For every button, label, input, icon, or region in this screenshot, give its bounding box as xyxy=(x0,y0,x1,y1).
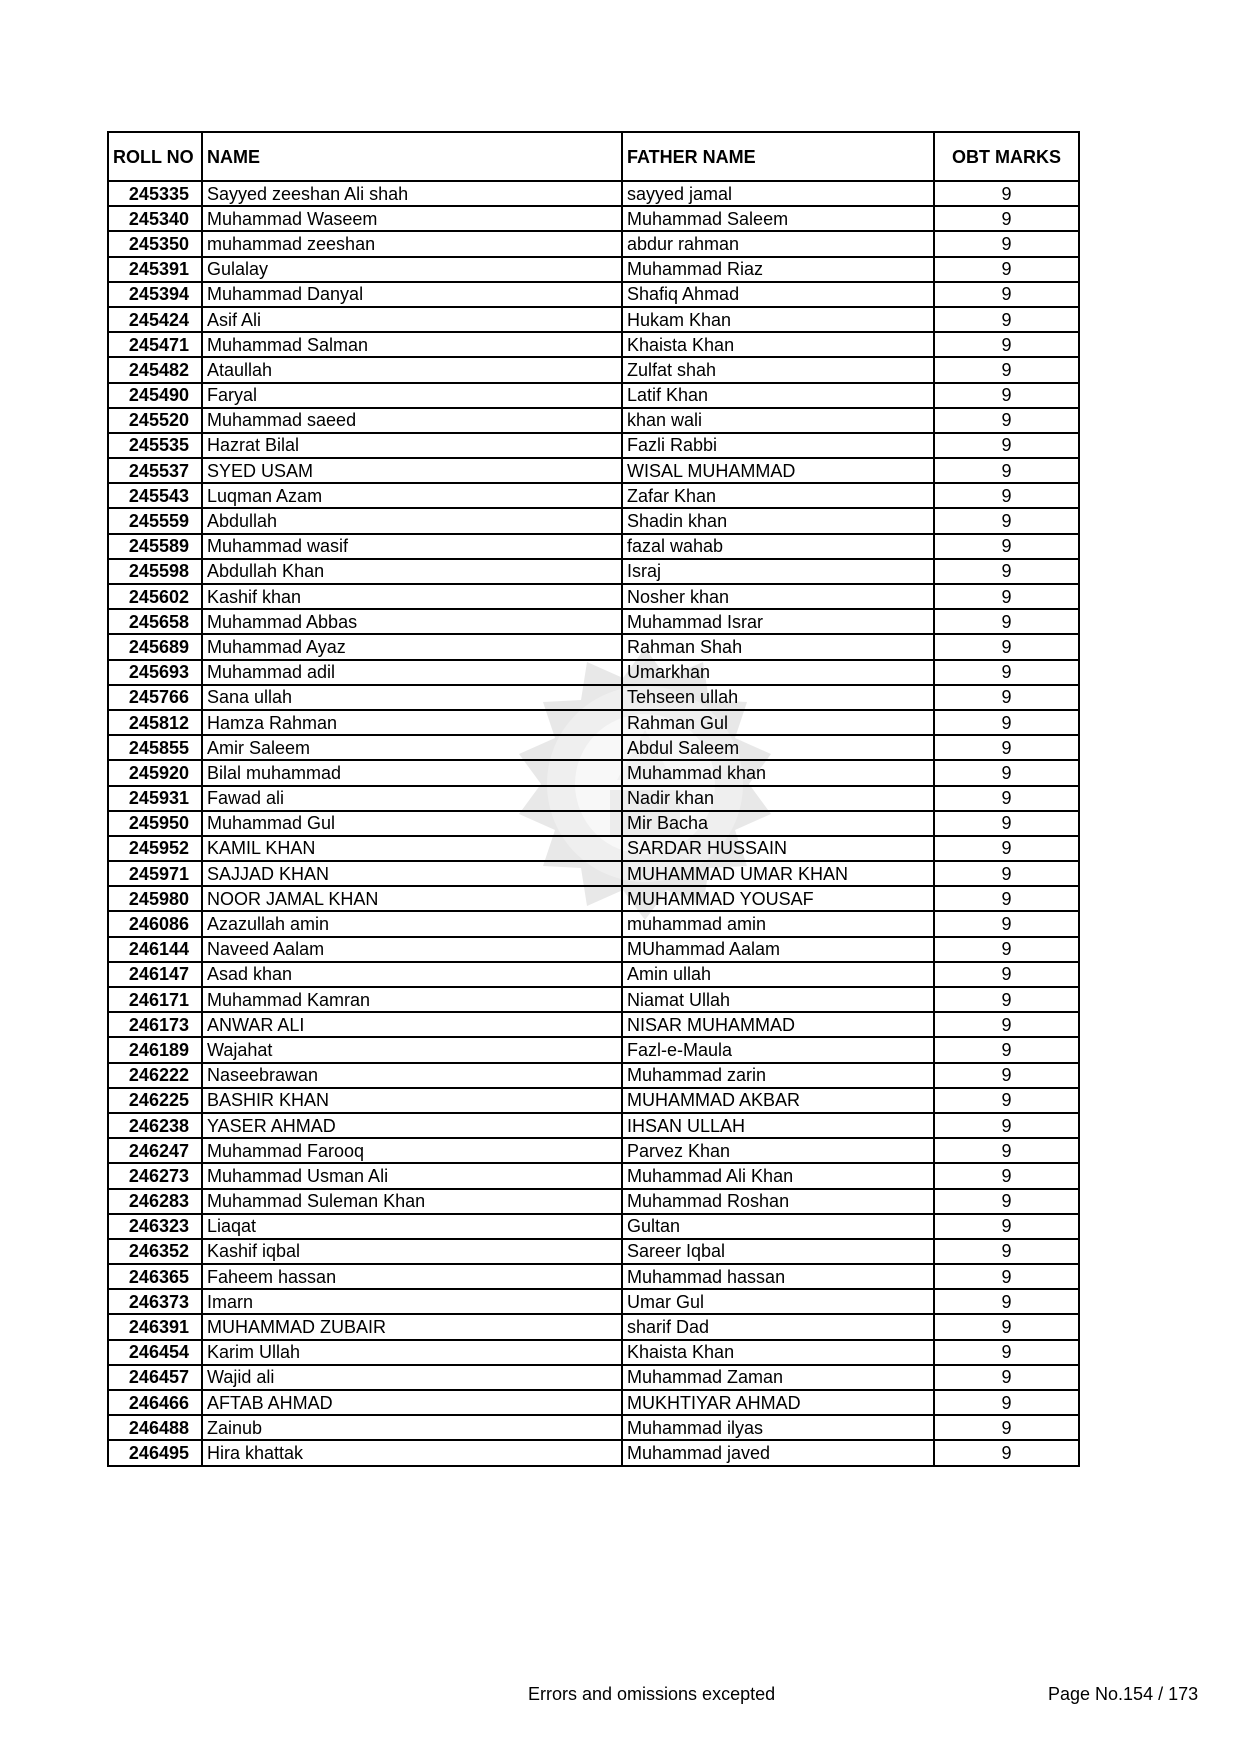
obt-marks-cell: 9 xyxy=(934,886,1079,911)
name-cell: Muhammad Suleman Khan xyxy=(202,1189,622,1214)
results-table xyxy=(107,131,1080,1467)
father-name-cell: Abdul Saleem xyxy=(622,735,934,760)
name-cell: Fawad ali xyxy=(202,786,622,811)
obt-marks-cell: 9 xyxy=(934,710,1079,735)
obt-marks-cell: 9 xyxy=(934,1239,1079,1264)
father-name-cell: fazal wahab xyxy=(622,534,934,559)
name-cell: SAJJAD KHAN xyxy=(202,861,622,886)
obt-marks-cell: 9 xyxy=(934,811,1079,836)
roll-no-cell: 246173 xyxy=(108,1012,202,1037)
table-row xyxy=(108,458,1079,483)
name-cell: Abdullah xyxy=(202,508,622,533)
table-row xyxy=(108,1138,1079,1163)
obt-marks-cell: 9 xyxy=(934,408,1079,433)
father-name-cell: Niamat Ullah xyxy=(622,987,934,1012)
name-cell: Kashif iqbal xyxy=(202,1239,622,1264)
father-name-cell: Muhammad Saleem xyxy=(622,206,934,231)
name-cell: Wajid ali xyxy=(202,1365,622,1390)
table-row xyxy=(108,1314,1079,1339)
roll-no-cell: 245658 xyxy=(108,609,202,634)
roll-no-cell: 246189 xyxy=(108,1037,202,1062)
obt-marks-cell: 9 xyxy=(934,508,1079,533)
table-row xyxy=(108,307,1079,332)
roll-no-cell: 245394 xyxy=(108,282,202,307)
father-name-cell: Umarkhan xyxy=(622,660,934,685)
name-cell: Muhammad Farooq xyxy=(202,1138,622,1163)
roll-no-cell: 245537 xyxy=(108,458,202,483)
table-row xyxy=(108,1289,1079,1314)
roll-no-cell: 245812 xyxy=(108,710,202,735)
obt-marks-cell: 9 xyxy=(934,231,1079,256)
roll-no-cell: 246171 xyxy=(108,987,202,1012)
roll-no-cell: 245589 xyxy=(108,534,202,559)
table-row xyxy=(108,559,1079,584)
name-cell: Faheem hassan xyxy=(202,1264,622,1289)
table-row xyxy=(108,634,1079,659)
obt-marks-cell: 9 xyxy=(934,559,1079,584)
roll-no-cell: 245931 xyxy=(108,786,202,811)
roll-no-cell: 246495 xyxy=(108,1440,202,1465)
roll-no-cell: 246273 xyxy=(108,1163,202,1188)
obt-marks-cell: 9 xyxy=(934,1037,1079,1062)
obt-marks-cell: 9 xyxy=(934,1440,1079,1465)
father-name-cell: Muhammad Riaz xyxy=(622,257,934,282)
obt-marks-cell: 9 xyxy=(934,1264,1079,1289)
roll-no-cell: 246225 xyxy=(108,1088,202,1113)
father-name-cell: Israj xyxy=(622,559,934,584)
roll-no-cell: 245920 xyxy=(108,760,202,785)
roll-no-cell: 245335 xyxy=(108,181,202,206)
father-name-cell: Muhammad Roshan xyxy=(622,1189,934,1214)
table-row xyxy=(108,257,1079,282)
table-header-row xyxy=(108,132,1079,181)
table-row xyxy=(108,483,1079,508)
table-row xyxy=(108,1239,1079,1264)
table-row xyxy=(108,206,1079,231)
roll-no-cell: 245391 xyxy=(108,257,202,282)
obt-marks-cell: 9 xyxy=(934,1113,1079,1138)
father-name-cell: Muhammad javed xyxy=(622,1440,934,1465)
name-cell: Muhammad Kamran xyxy=(202,987,622,1012)
table-row xyxy=(108,1088,1079,1113)
table-row xyxy=(108,987,1079,1012)
roll-no-cell: 246488 xyxy=(108,1415,202,1440)
name-cell: SYED USAM xyxy=(202,458,622,483)
name-cell: Muhammad Salman xyxy=(202,332,622,357)
name-cell: AFTAB AHMAD xyxy=(202,1390,622,1415)
roll-no-cell: 246365 xyxy=(108,1264,202,1289)
name-cell: Ataullah xyxy=(202,357,622,382)
table-row xyxy=(108,433,1079,458)
name-cell: Kashif khan xyxy=(202,584,622,609)
roll-no-cell: 245602 xyxy=(108,584,202,609)
obt-marks-cell: 9 xyxy=(934,332,1079,357)
table-row xyxy=(108,1440,1079,1465)
table-row xyxy=(108,181,1079,206)
table-row xyxy=(108,383,1079,408)
obt-marks-cell: 9 xyxy=(934,584,1079,609)
roll-no-cell: 245559 xyxy=(108,508,202,533)
father-name-header: FATHER NAME xyxy=(622,132,934,181)
obt-marks-cell: 9 xyxy=(934,383,1079,408)
father-name-cell: Shadin khan xyxy=(622,508,934,533)
father-name-cell: Rahman Gul xyxy=(622,710,934,735)
obt-marks-cell: 9 xyxy=(934,1214,1079,1239)
father-name-cell: Zulfat shah xyxy=(622,357,934,382)
father-name-cell: Muhammad ilyas xyxy=(622,1415,934,1440)
roll-no-cell: 245971 xyxy=(108,861,202,886)
table-row xyxy=(108,1189,1079,1214)
father-name-cell: sharif Dad xyxy=(622,1314,934,1339)
roll-no-cell: 245490 xyxy=(108,383,202,408)
roll-no-cell: 246391 xyxy=(108,1314,202,1339)
father-name-cell: Nadir khan xyxy=(622,786,934,811)
table-row xyxy=(108,609,1079,634)
roll-no-cell: 246222 xyxy=(108,1063,202,1088)
obt-marks-cell: 9 xyxy=(934,660,1079,685)
obt-marks-cell: 9 xyxy=(934,1314,1079,1339)
obt-marks-cell: 9 xyxy=(934,786,1079,811)
table-row xyxy=(108,1340,1079,1365)
obt-marks-cell: 9 xyxy=(934,760,1079,785)
father-name-cell: Amin ullah xyxy=(622,962,934,987)
table-row xyxy=(108,911,1079,936)
table-row xyxy=(108,1163,1079,1188)
table-row xyxy=(108,660,1079,685)
obt-marks-cell: 9 xyxy=(934,483,1079,508)
name-cell: Muhammad Gul xyxy=(202,811,622,836)
roll-no-cell: 246454 xyxy=(108,1340,202,1365)
obt-marks-cell: 9 xyxy=(934,937,1079,962)
father-name-cell: MUHAMMAD YOUSAF xyxy=(622,886,934,911)
roll-no-cell: 245950 xyxy=(108,811,202,836)
obt-marks-cell: 9 xyxy=(934,1289,1079,1314)
roll-no-cell: 246466 xyxy=(108,1390,202,1415)
table-row xyxy=(108,760,1079,785)
obt-marks-cell: 9 xyxy=(934,1390,1079,1415)
roll-no-cell: 246373 xyxy=(108,1289,202,1314)
obt-marks-cell: 9 xyxy=(934,1340,1079,1365)
father-name-cell: Shafiq Ahmad xyxy=(622,282,934,307)
name-cell: Muhammad wasif xyxy=(202,534,622,559)
name-cell: Asad khan xyxy=(202,962,622,987)
table-row xyxy=(108,962,1079,987)
obt-marks-cell: 9 xyxy=(934,1189,1079,1214)
table-row xyxy=(108,508,1079,533)
table-row xyxy=(108,685,1079,710)
obt-marks-cell: 9 xyxy=(934,534,1079,559)
name-cell: Naveed Aalam xyxy=(202,937,622,962)
table-body xyxy=(108,181,1079,1466)
name-cell: muhammad zeeshan xyxy=(202,231,622,256)
obt-marks-cell: 9 xyxy=(934,1415,1079,1440)
table-row xyxy=(108,735,1079,760)
table-row xyxy=(108,357,1079,382)
name-cell: Hazrat Bilal xyxy=(202,433,622,458)
roll-no-cell: 246247 xyxy=(108,1138,202,1163)
roll-no-cell: 246352 xyxy=(108,1239,202,1264)
father-name-cell: MUKHTIYAR AHMAD xyxy=(622,1390,934,1415)
table-row xyxy=(108,1012,1079,1037)
table-row xyxy=(108,710,1079,735)
father-name-cell: Latif Khan xyxy=(622,383,934,408)
name-header: NAME xyxy=(202,132,622,181)
father-name-cell: Muhammad Zaman xyxy=(622,1365,934,1390)
obt-marks-cell: 9 xyxy=(934,634,1079,659)
table-row xyxy=(108,332,1079,357)
obt-marks-cell: 9 xyxy=(934,357,1079,382)
table-row xyxy=(108,861,1079,886)
roll-no-cell: 246323 xyxy=(108,1214,202,1239)
roll-no-cell: 245980 xyxy=(108,886,202,911)
obt-marks-cell: 9 xyxy=(934,861,1079,886)
page-number: Page No.154 / 173 xyxy=(1048,1684,1199,1704)
table-row xyxy=(108,231,1079,256)
roll-no-cell: 246238 xyxy=(108,1113,202,1138)
roll-no-cell: 245543 xyxy=(108,483,202,508)
father-name-cell: Fazl-e-Maula xyxy=(622,1037,934,1062)
name-cell: Muhammad Ayaz xyxy=(202,634,622,659)
obt-marks-cell: 9 xyxy=(934,458,1079,483)
name-cell: Naseebrawan xyxy=(202,1063,622,1088)
table-row xyxy=(108,1037,1079,1062)
father-name-cell: Parvez Khan xyxy=(622,1138,934,1163)
obt-marks-cell: 9 xyxy=(934,1012,1079,1037)
name-cell: Faryal xyxy=(202,383,622,408)
table-row xyxy=(108,1063,1079,1088)
father-name-cell: Muhammad Israr xyxy=(622,609,934,634)
father-name-cell: Khaista Khan xyxy=(622,332,934,357)
roll-no-cell: 245350 xyxy=(108,231,202,256)
obt-marks-cell: 9 xyxy=(934,307,1079,332)
father-name-cell: SARDAR HUSSAIN xyxy=(622,836,934,861)
father-name-cell: Mir Bacha xyxy=(622,811,934,836)
obt-marks-cell: 9 xyxy=(934,206,1079,231)
obt-marks-cell: 9 xyxy=(934,735,1079,760)
name-cell: Muhammad adil xyxy=(202,660,622,685)
name-cell: Muhammad Abbas xyxy=(202,609,622,634)
father-name-cell: Hukam Khan xyxy=(622,307,934,332)
table-row xyxy=(108,786,1079,811)
roll-no-cell: 245520 xyxy=(108,408,202,433)
table-row xyxy=(108,1415,1079,1440)
name-cell: Muhammad Waseem xyxy=(202,206,622,231)
roll-no-cell: 246086 xyxy=(108,911,202,936)
father-name-cell: MUHAMMAD UMAR KHAN xyxy=(622,861,934,886)
table-row xyxy=(108,1214,1079,1239)
father-name-cell: MUhammad Aalam xyxy=(622,937,934,962)
name-cell: Azazullah amin xyxy=(202,911,622,936)
name-cell: ANWAR ALI xyxy=(202,1012,622,1037)
obt-marks-cell: 9 xyxy=(934,257,1079,282)
name-cell: BASHIR KHAN xyxy=(202,1088,622,1113)
obt-marks-cell: 9 xyxy=(934,1088,1079,1113)
father-name-cell: Gultan xyxy=(622,1214,934,1239)
table-row xyxy=(108,937,1079,962)
table-row xyxy=(108,811,1079,836)
name-cell: Imarn xyxy=(202,1289,622,1314)
roll-no-cell: 245535 xyxy=(108,433,202,458)
roll-no-cell: 245482 xyxy=(108,357,202,382)
father-name-cell: Muhammad zarin xyxy=(622,1063,934,1088)
obt-marks-cell: 9 xyxy=(934,962,1079,987)
father-name-cell: Rahman Shah xyxy=(622,634,934,659)
name-cell: Muhammad saeed xyxy=(202,408,622,433)
obt-marks-cell: 9 xyxy=(934,836,1079,861)
roll-no-cell: 245952 xyxy=(108,836,202,861)
father-name-cell: Fazli Rabbi xyxy=(622,433,934,458)
table-row xyxy=(108,1113,1079,1138)
obt-marks-cell: 9 xyxy=(934,609,1079,634)
name-cell: Muhammad Usman Ali xyxy=(202,1163,622,1188)
roll-no-cell: 245855 xyxy=(108,735,202,760)
obt-marks-cell: 9 xyxy=(934,987,1079,1012)
obt-marks-header: OBT MARKS xyxy=(934,132,1079,181)
father-name-cell: Nosher khan xyxy=(622,584,934,609)
obt-marks-cell: 9 xyxy=(934,1163,1079,1188)
father-name-cell: muhammad amin xyxy=(622,911,934,936)
name-cell: Karim Ullah xyxy=(202,1340,622,1365)
name-cell: Bilal muhammad xyxy=(202,760,622,785)
footer-disclaimer: Errors and omissions excepted xyxy=(528,1684,776,1704)
name-cell: Hamza Rahman xyxy=(202,710,622,735)
father-name-cell: IHSAN ULLAH xyxy=(622,1113,934,1138)
roll-no-cell: 246283 xyxy=(108,1189,202,1214)
roll-no-cell: 246147 xyxy=(108,962,202,987)
obt-marks-cell: 9 xyxy=(934,1365,1079,1390)
name-cell: Wajahat xyxy=(202,1037,622,1062)
name-cell: Muhammad Danyal xyxy=(202,282,622,307)
father-name-cell: Umar Gul xyxy=(622,1289,934,1314)
father-name-cell: NISAR MUHAMMAD xyxy=(622,1012,934,1037)
father-name-cell: Sareer Iqbal xyxy=(622,1239,934,1264)
obt-marks-cell: 9 xyxy=(934,181,1079,206)
name-cell: KAMIL KHAN xyxy=(202,836,622,861)
name-cell: Amir Saleem xyxy=(202,735,622,760)
name-cell: YASER AHMAD xyxy=(202,1113,622,1138)
table-row xyxy=(108,1264,1079,1289)
father-name-cell: Khaista Khan xyxy=(622,1340,934,1365)
roll-no-cell: 246144 xyxy=(108,937,202,962)
name-cell: Asif Ali xyxy=(202,307,622,332)
roll-no-header: ROLL NO xyxy=(108,132,202,181)
name-cell: Abdullah Khan xyxy=(202,559,622,584)
father-name-cell: Muhammad Ali Khan xyxy=(622,1163,934,1188)
name-cell: Luqman Azam xyxy=(202,483,622,508)
obt-marks-cell: 9 xyxy=(934,1063,1079,1088)
father-name-cell: Muhammad khan xyxy=(622,760,934,785)
name-cell: Zainub xyxy=(202,1415,622,1440)
table-row xyxy=(108,1365,1079,1390)
name-cell: NOOR JAMAL KHAN xyxy=(202,886,622,911)
father-name-cell: Tehseen ullah xyxy=(622,685,934,710)
table-row xyxy=(108,836,1079,861)
name-cell: Gulalay xyxy=(202,257,622,282)
roll-no-cell: 245598 xyxy=(108,559,202,584)
name-cell: Liaqat xyxy=(202,1214,622,1239)
obt-marks-cell: 9 xyxy=(934,911,1079,936)
table-row xyxy=(108,282,1079,307)
father-name-cell: MUHAMMAD AKBAR xyxy=(622,1088,934,1113)
table-row xyxy=(108,886,1079,911)
name-cell: Sayyed zeeshan Ali shah xyxy=(202,181,622,206)
roll-no-cell: 245471 xyxy=(108,332,202,357)
roll-no-cell: 245340 xyxy=(108,206,202,231)
roll-no-cell: 245693 xyxy=(108,660,202,685)
father-name-cell: WISAL MUHAMMAD xyxy=(622,458,934,483)
father-name-cell: abdur rahman xyxy=(622,231,934,256)
father-name-cell: Zafar Khan xyxy=(622,483,934,508)
obt-marks-cell: 9 xyxy=(934,282,1079,307)
name-cell: Sana ullah xyxy=(202,685,622,710)
roll-no-cell: 246457 xyxy=(108,1365,202,1390)
table-row xyxy=(108,534,1079,559)
father-name-cell: sayyed jamal xyxy=(622,181,934,206)
father-name-cell: khan wali xyxy=(622,408,934,433)
roll-no-cell: 245766 xyxy=(108,685,202,710)
table-row xyxy=(108,584,1079,609)
table-row xyxy=(108,408,1079,433)
obt-marks-cell: 9 xyxy=(934,1138,1079,1163)
obt-marks-cell: 9 xyxy=(934,433,1079,458)
obt-marks-cell: 9 xyxy=(934,685,1079,710)
name-cell: Hira khattak xyxy=(202,1440,622,1465)
name-cell: MUHAMMAD ZUBAIR xyxy=(202,1314,622,1339)
roll-no-cell: 245689 xyxy=(108,634,202,659)
father-name-cell: Muhammad hassan xyxy=(622,1264,934,1289)
table-row xyxy=(108,1390,1079,1415)
roll-no-cell: 245424 xyxy=(108,307,202,332)
